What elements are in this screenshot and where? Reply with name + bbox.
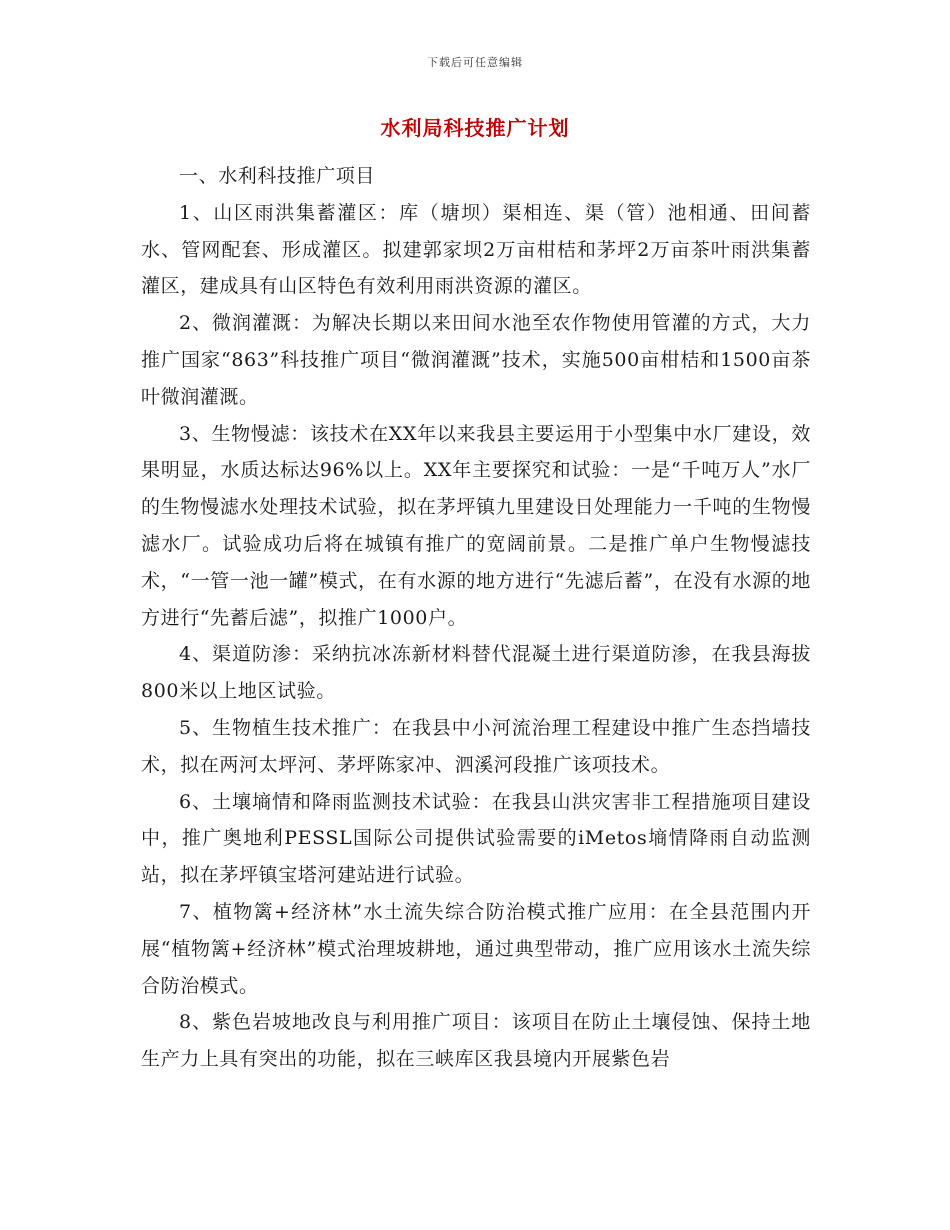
paragraph-6: 6、土壤墒情和降雨监测技术试验：在我县山洪灾害非工程措施项目建设中，推广奥地利PESSL国际公司提供试验需要的iMetos墒情降雨自动监测站，拟在茅坪镇宝塔河建站进行试验。 (141, 790, 811, 887)
paragraph-7: 7、植物篱+经济林”水土流失综合防治模式推广应用：在全县范围内开展“植物篱+经济林”模式治理坡耕地，通过典型带动，推广应用该水土流失综合防治模式。 (141, 900, 811, 997)
document-title: 水利局科技推广计划 (380, 116, 570, 140)
header-note: 下载后可任意编辑 (427, 56, 523, 69)
paragraph-2: 2、微润灌溉：为解决长期以来田间水池至农作物使用管灌的方式，大力推广国家“863”科技推广项目“微润灌溉”技术，实施500亩柑桔和1500亩茶叶微润灌溉。 (141, 312, 811, 408)
paragraph-4: 4、渠道防渗：采纳抗冰冻新材料替代混凝土进行渠道防渗，在我县海拔800米以上地区试验。 (141, 643, 811, 703)
paragraph-5: 5、生物植生技术推广：在我县中小河流治理工程建设中推广生态挡墙技术，拟在两河太坪河、茅坪陈家冲、泗溪河段推广该项技术。 (141, 716, 811, 776)
paragraph-1: 1、山区雨洪集蓄灌区：库（塘坝）渠相连、渠（管）池相通、田间蓄水、管网配套、形成灌区。拟建郭家坝2万亩柑桔和茅坪2万亩茶叶雨洪集蓄灌区，建成具有山区特色有效利用雨洪资源的灌区。 (141, 201, 811, 298)
paragraph-8: 8、紫色岩坡地改良与利用推广项目：该项目在防止土壤侵蚀、保持土地生产力上具有突出的功能，拟在三峡库区我县境内开展紫色岩 (141, 1011, 811, 1071)
paragraph-3: 3、生物慢滤：该技术在XX年以来我县主要运用于小型集中水厂建设，效果明显，水质达标达96%以上。XX年主要探究和试验：一是“千吨万人”水厂的生物慢滤水处理技术试验，拟在茅坪镇九里建设日处理能力一千吨的生物慢滤水厂。试验成功后将在城镇有推广的宽阔前景。二是推广单户生物慢滤技术，“一管一池一罐”模式，在有水源的地方进行“先滤后蓄”，在没有水源的地方进行“先蓄后滤”，拟推广1000户。 (141, 422, 811, 629)
document-body (141, 158, 811, 1078)
section-heading: 一、水利科技推广项目 (179, 165, 376, 187)
